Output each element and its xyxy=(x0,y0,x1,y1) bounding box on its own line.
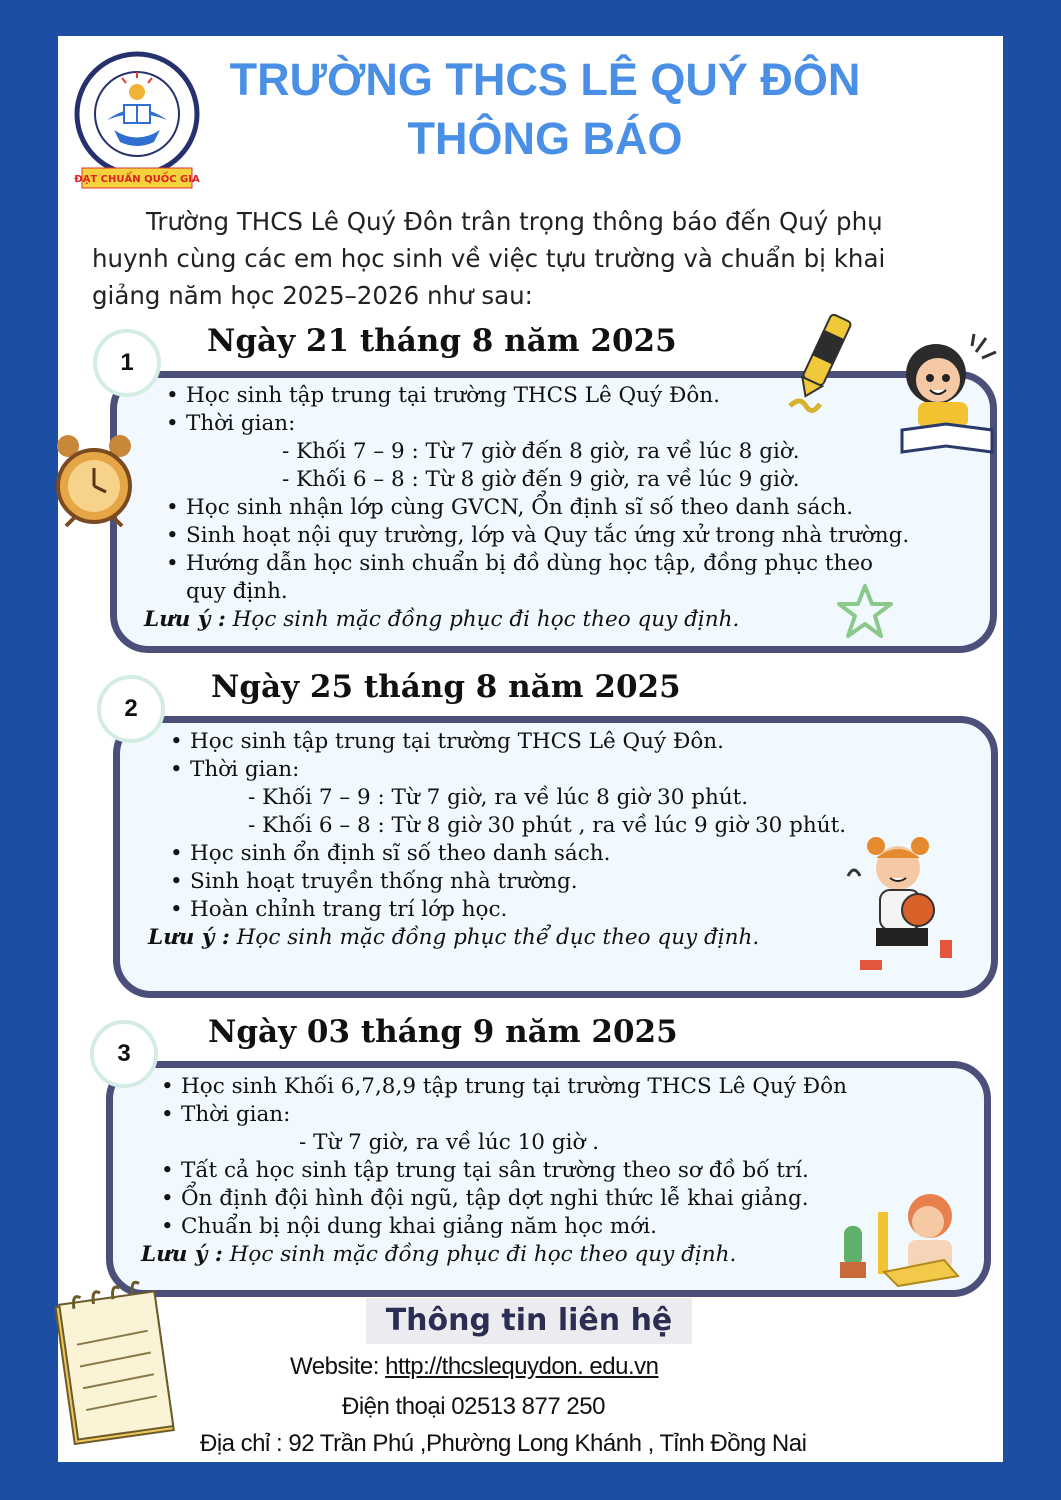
note-label: Lưu ý : xyxy=(144,607,226,632)
section-list-1 xyxy=(144,382,910,634)
section-date-3: Ngày 03 tháng 9 năm 2025 xyxy=(208,1014,678,1050)
note-label: Lưu ý : xyxy=(141,1242,223,1267)
list-item: • Học sinh tập trung tại trường THCS Lê Quý Đôn. xyxy=(164,382,909,410)
section-date-1: Ngày 21 tháng 8 năm 2025 xyxy=(207,323,677,359)
notepad-icon xyxy=(46,1282,178,1446)
section-number-1: 1 xyxy=(93,329,161,397)
phone-label: Điện thoại xyxy=(342,1393,452,1420)
list-item: • Hoàn chỉnh trang trí lớp học. xyxy=(168,896,846,924)
contact-phone xyxy=(342,1393,605,1421)
list-item: - Từ 7 giờ, ra về lúc 10 giờ . xyxy=(299,1130,600,1155)
student-reading-illustration xyxy=(892,332,1002,458)
note-label: Lưu ý : xyxy=(148,925,230,950)
intro-paragraph xyxy=(92,203,962,314)
website-link[interactable]: http://thcslequydon. edu.vn xyxy=(385,1353,659,1380)
list-item: • Học sinh nhận lớp cùng GVCN, Ổn định sĩ số theo danh sách. xyxy=(164,494,909,522)
phone-number: 02513 877 250 xyxy=(451,1393,605,1420)
student-studying-illustration xyxy=(838,1186,964,1288)
section-date-2: Ngày 25 tháng 8 năm 2025 xyxy=(211,669,681,705)
section-note-3 xyxy=(141,1241,847,1269)
list-item: - Khối 7 – 9 : Từ 7 giờ, ra về lúc 8 giờ 30 phút. xyxy=(248,785,749,810)
note-text: Học sinh mặc đồng phục đi học theo quy định. xyxy=(232,607,740,632)
section-note-2 xyxy=(148,924,846,952)
contact-website xyxy=(290,1353,658,1381)
list-item: • Chuẩn bị nội dung khai giảng năm học mới. xyxy=(159,1213,847,1241)
intro-line: giảng năm học 2025–2026 như sau: xyxy=(92,281,533,310)
contact-title: Thông tin liên hệ xyxy=(366,1298,692,1344)
intro-line: huynh cùng các em học sinh về việc tựu trường và chuẩn bị khai xyxy=(92,244,886,273)
alarm-clock-icon xyxy=(52,432,136,528)
list-item: • Ổn định đội hình đội ngũ, tập dợt nghi thức lễ khai giảng. xyxy=(159,1185,847,1213)
school-title: TRƯỜNG THCS LÊ QUÝ ĐÔN xyxy=(229,54,861,105)
list-item: • Tất cả học sinh tập trung tại sân trường theo sơ đồ bố trí. xyxy=(159,1157,847,1185)
website-label: Website: xyxy=(290,1353,386,1380)
section-list-2 xyxy=(148,728,847,952)
list-item: • Hướng dẫn học sinh chuẩn bị đồ dùng học tập, đồng phục theo xyxy=(164,550,909,578)
section-list-3 xyxy=(141,1073,847,1269)
section-note-1 xyxy=(144,606,909,634)
list-item: - Khối 6 – 8 : Từ 8 giờ đến 9 giờ, ra về lúc 9 giờ. xyxy=(282,467,800,492)
address-label: Địa chỉ : xyxy=(200,1430,289,1457)
list-item: • Học sinh Khối 6,7,8,9 tập trung tại trường THCS Lê Quý Đôn xyxy=(159,1073,847,1101)
list-item: - Khối 6 – 8 : Từ 8 giờ 30 phút , ra về lúc 9 giờ 30 phút. xyxy=(248,813,847,838)
list-item: • Thời gian: xyxy=(168,756,846,784)
list-item: - Khối 7 – 9 : Từ 7 giờ đến 8 giờ, ra về lúc 8 giờ. xyxy=(282,439,800,464)
list-item: • Học sinh ổn định sĩ số theo danh sách. xyxy=(168,840,846,868)
note-text: Học sinh mặc đồng phục đi học theo quy định. xyxy=(229,1242,737,1267)
notice-title: THÔNG BÁO xyxy=(407,113,683,164)
list-item: • Thời gian: xyxy=(159,1101,847,1129)
star-doodle-icon xyxy=(836,582,894,640)
note-text: Học sinh mặc đồng phục thể dục theo quy định. xyxy=(236,925,760,950)
intro-line: Trường THCS Lê Quý Đôn trân trọng thông báo đến Quý phụ xyxy=(146,207,883,236)
list-item: • Học sinh tập trung tại trường THCS Lê Quý Đôn. xyxy=(168,728,846,756)
section-number-2: 2 xyxy=(97,675,165,743)
list-item: • Thời gian: xyxy=(164,410,909,438)
section-number-3: 3 xyxy=(90,1020,158,1088)
crayon-icon xyxy=(784,314,864,418)
student-basketball-illustration xyxy=(846,836,968,978)
list-item: quy định. xyxy=(186,579,288,604)
contact-address xyxy=(200,1430,806,1458)
list-item: • Sinh hoạt nội quy trường, lớp và Quy tắc ứng xử trong nhà trường. xyxy=(164,522,909,550)
address-text: 92 Trần Phú ,Phường Long Khánh , Tỉnh Đồng Nai xyxy=(288,1430,807,1457)
logo-ribbon-text: ĐẠT CHUẨN QUỐC GIA xyxy=(74,174,200,185)
list-item: • Sinh hoạt truyền thống nhà trường. xyxy=(168,868,846,896)
